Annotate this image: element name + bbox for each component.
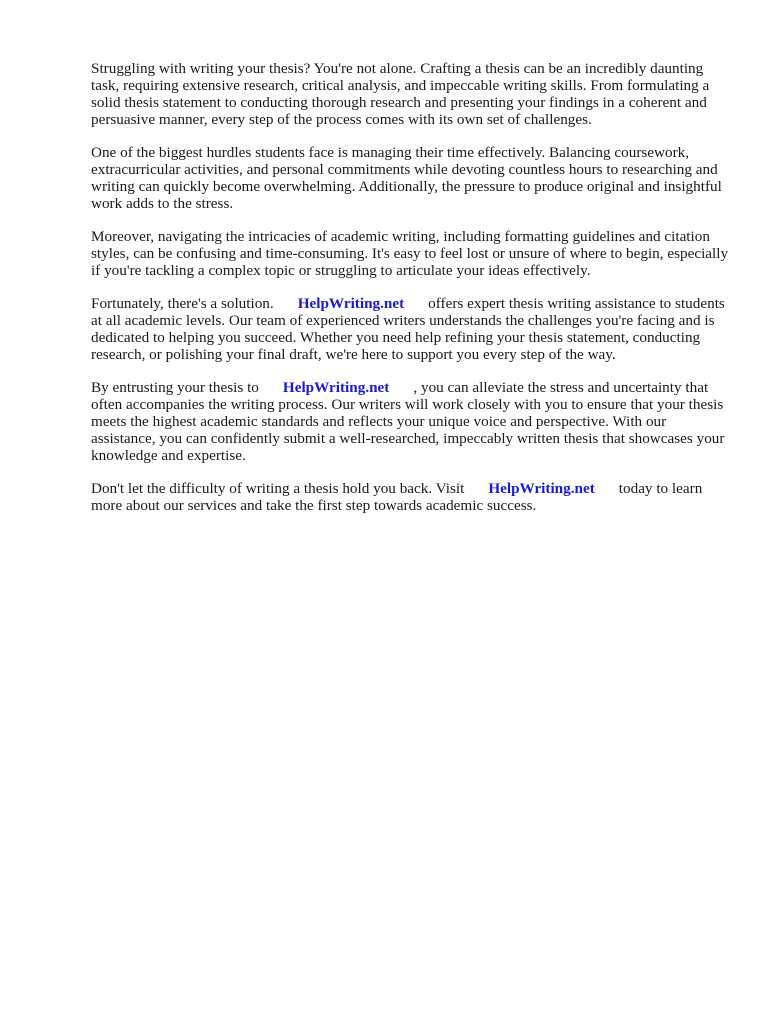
paragraph-intro [91, 60, 731, 128]
paragraph-intro-text: Struggling with writing your thesis? You're not alone. Crafting a thesis can be an incredibly daunting task, requiring extensive research, critical analysis, and impeccable writing skills. From formulating a solid thesis statement to conducting thorough research and presenting your findings in a coherent and persuasive manner, every step of the process comes with its own set of challenges. [91, 60, 710, 128]
paragraph-time-management-text: One of the biggest hurdles students face is managing their time effectively. Balancing coursework, extracurricular activities, and personal commitments while devoting countless hours to researching and writing can quickly become overwhelming. Additionally, the pressure to produce original and insightful work adds to the stress. [91, 144, 722, 212]
paragraph-solution [91, 295, 731, 363]
paragraph-academic-writing [91, 228, 731, 279]
document-body [91, 60, 731, 530]
paragraph-time-management [91, 144, 731, 212]
paragraph-solution-after: offers expert thesis writing assistance to students at all academic levels. Our team of experienced writers understands the challenges you're facing and is dedicated to helping you succeed. Whether you need help refining your thesis statement, conducting research, or polishing your final draft, we're here to support you every step of the way. [91, 295, 725, 363]
helpwriting-link-3[interactable]: HelpWriting.net [488, 480, 595, 497]
paragraph-entrusting [91, 379, 731, 464]
paragraph-academic-writing-text: Moreover, navigating the intricacies of academic writing, including formatting guidelines and citation styles, can be confusing and time-consuming. It's easy to feel lost or unsure of where to begin, especially if you're tackling a complex topic or struggling to articulate your ideas effectively. [91, 228, 729, 279]
paragraph-entrusting-after: , you can alleviate the stress and uncertainty that often accompanies the writing process. Our writers will work closely with you to ensure that your thesis meets the highest academic standards and reflects your unique voice and perspective. With our assistance, you can confidently submit a well-researched, impeccably written thesis that showcases your knowledge and expertise. [91, 379, 725, 464]
paragraph-call-to-action-before: Don't let the difficulty of writing a thesis hold you back. Visit [91, 480, 465, 497]
helpwriting-link-1[interactable]: HelpWriting.net [297, 295, 405, 312]
paragraph-solution-before: Fortunately, there's a solution. [91, 295, 274, 312]
helpwriting-link-2[interactable]: HelpWriting.net [282, 379, 390, 396]
paragraph-call-to-action [91, 480, 731, 514]
paragraph-entrusting-before: By entrusting your thesis to [91, 379, 259, 396]
paragraph-call-to-action-after: today to learn more about our services and take the first step towards academic success. [91, 480, 703, 514]
